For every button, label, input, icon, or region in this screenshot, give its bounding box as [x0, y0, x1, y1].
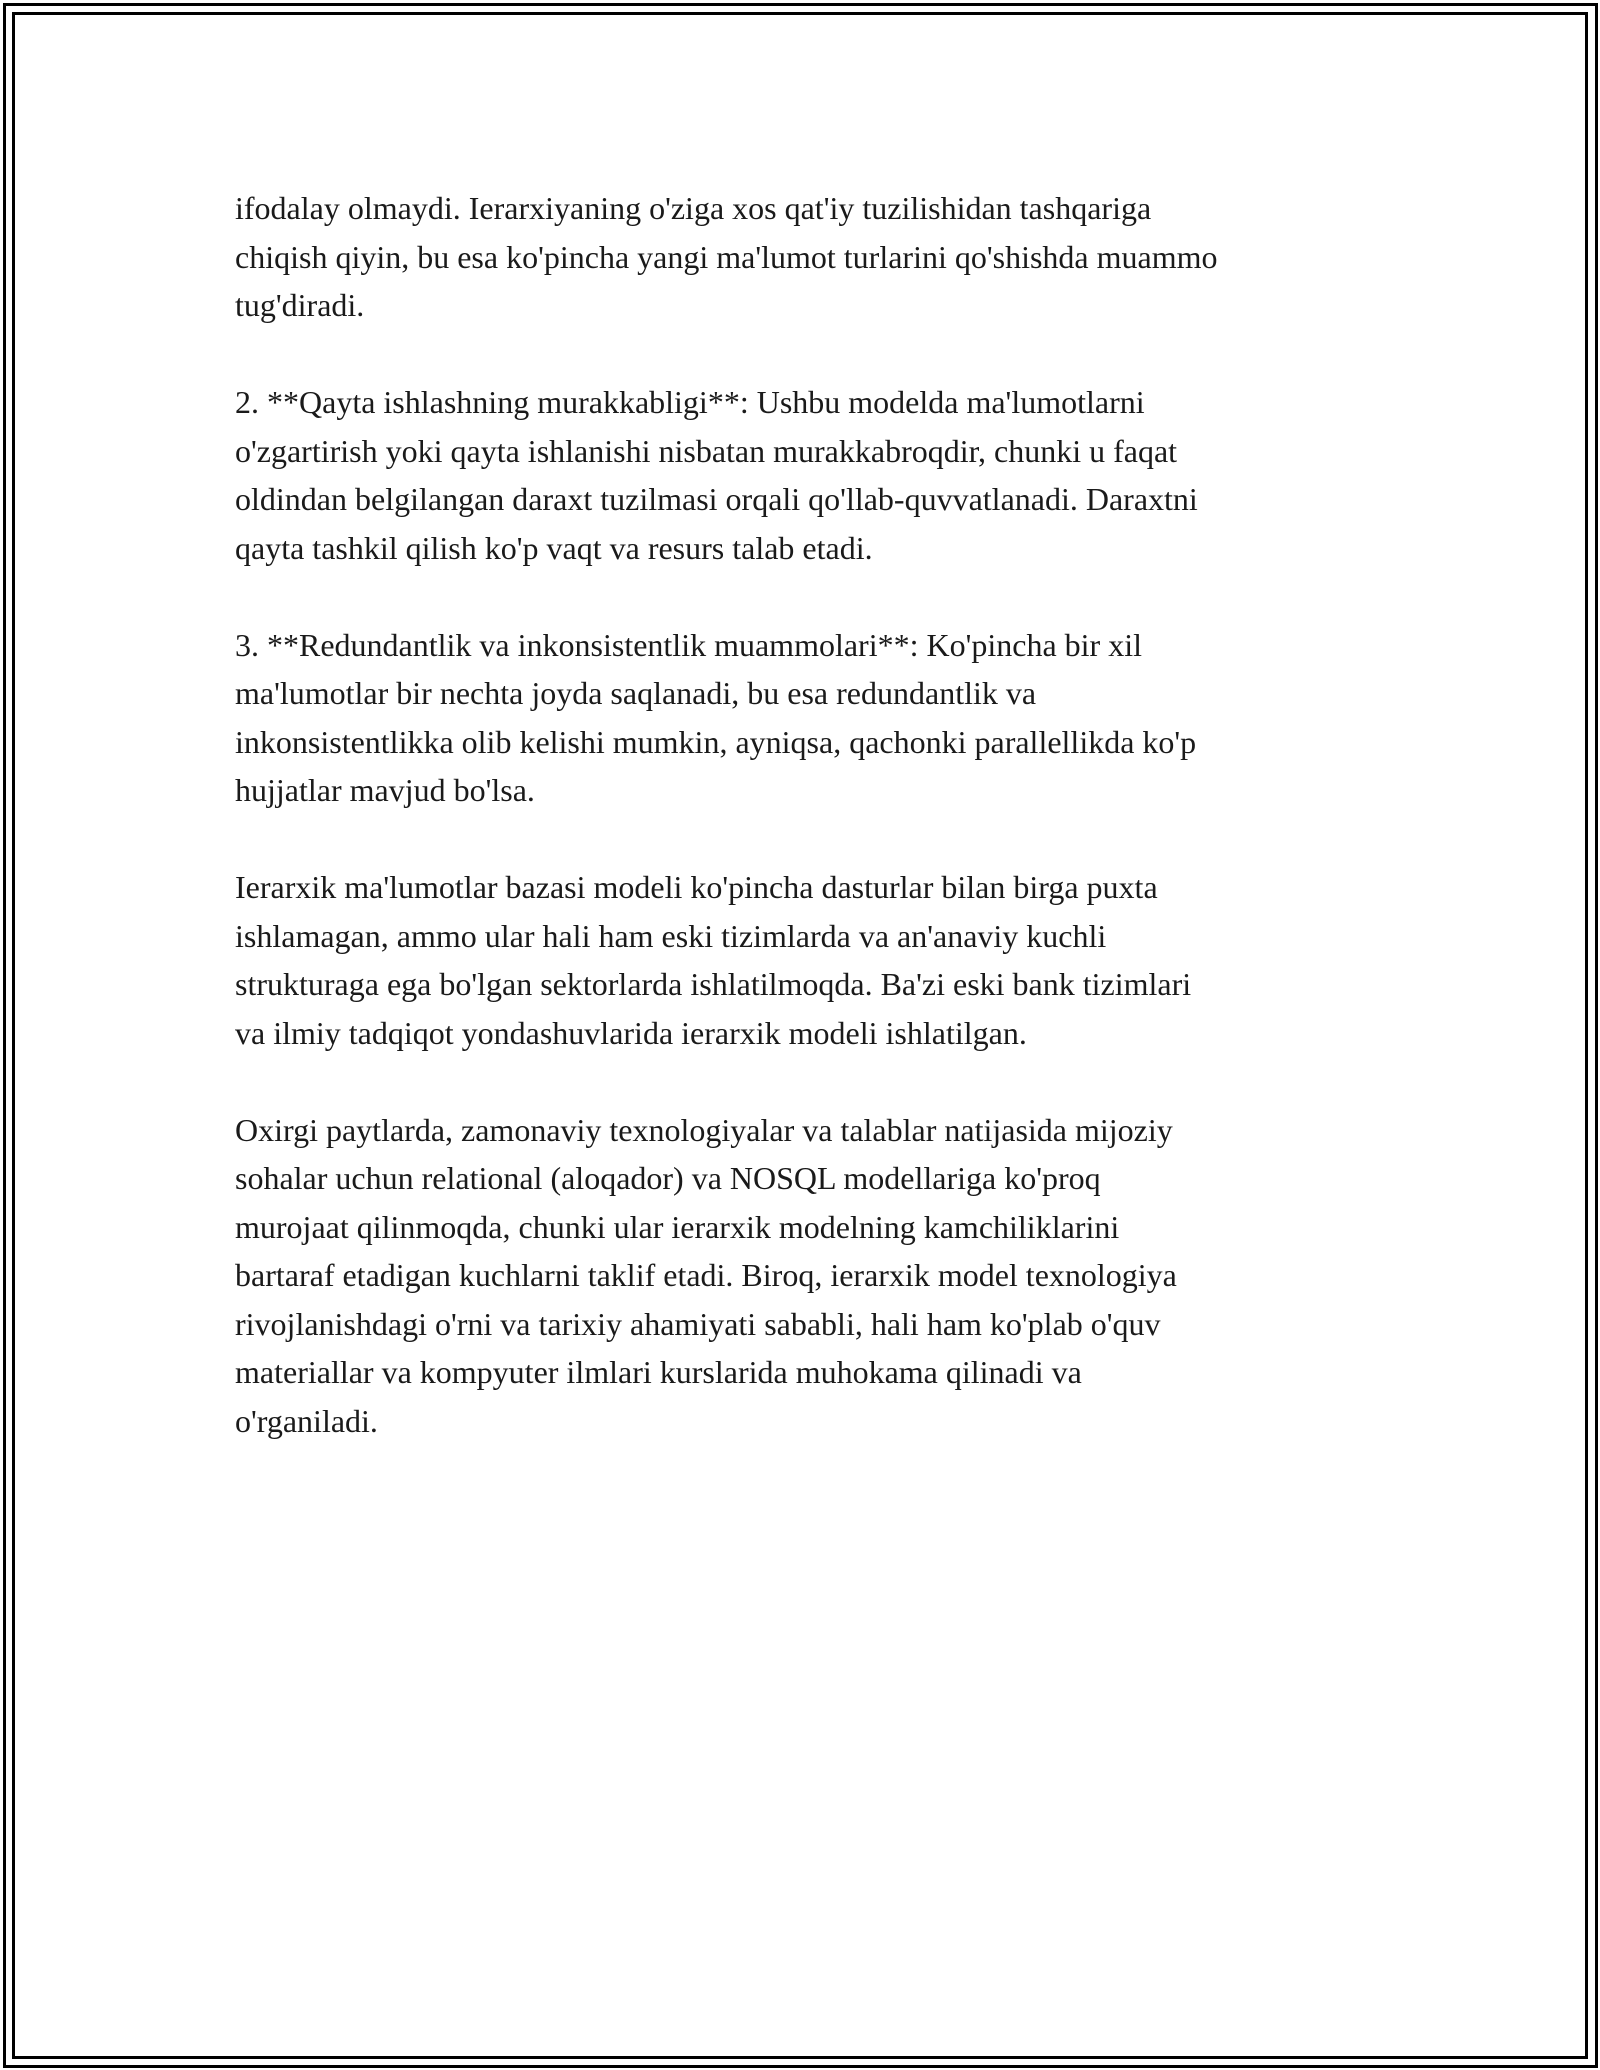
paragraph-processing-complexity: 2. **Qayta ishlashning murakkabligi**: Ushbu modelda ma'lumotlarni o'zgartirish yoki qayta ishlanishi nisbatan murakkabroqdir, chunki u faqat oldindan belgilangan daraxt tuzilmasi orqali qo'llab-quvvatlanadi. Daraxtni qayta tashkil qilish ko'p vaqt va resurs talab etadi.: [235, 384, 1198, 566]
paragraph-modern-trends: Oxirgi paytlarda, zamonaviy texnologiyalar va talablar natijasida mijoziy sohalar uchun relational (aloqador) va NOSQL modellariga ko'proq murojaat qilinmoqda, chunki ular ierarxik modelning kamchiliklarini bartaraf etadigan kuchlarni taklif etadi. Biroq, ierarxik model texnologiya rivojlanishdagi o'rni va tarixiy ahamiyati sababli, hali ham ko'plab o'quv materiallar va kompyuter ilmlari kurslarida muhokama qilinadi va o'rganiladi.: [235, 1111, 1177, 1439]
paragraph-redundancy-inconsistency: 3. **Redundantlik va inkonsistentlik muammolari**: Ko'pincha bir xil ma'lumotlar bir nechta joyda saqlanadi, bu esa redundantlik va inkonsistentlikka olib kelishi mumkin, ayniqsa, qachonki parallellikda ko'p hujjatlar mavjud bo'lsa.: [235, 626, 1197, 808]
paragraph-intro-continuation: ifodalay olmaydi. Ierarxiyaning o'ziga xos qat'iy tuzilishidan tashqariga chiqish qiyin, bu esa ko'pincha yangi ma'lumot turlarini qo'shishda muammo tug'diradi.: [235, 190, 1218, 323]
paragraph-usage: Ierarxik ma'lumotlar bazasi modeli ko'pincha dasturlar bilan birga puxta ishlamagan, ammo ular hali ham eski tizimlarda va an'anaviy kuchli strukturaga ega bo'lgan sektorlarda ishlatilmoqda. Ba'zi eski bank tizimlari va ilmiy tadqiqot yondashuvlarida ierarxik modeli ishlatilgan.: [235, 869, 1192, 1051]
document-body: [235, 184, 1375, 1494]
